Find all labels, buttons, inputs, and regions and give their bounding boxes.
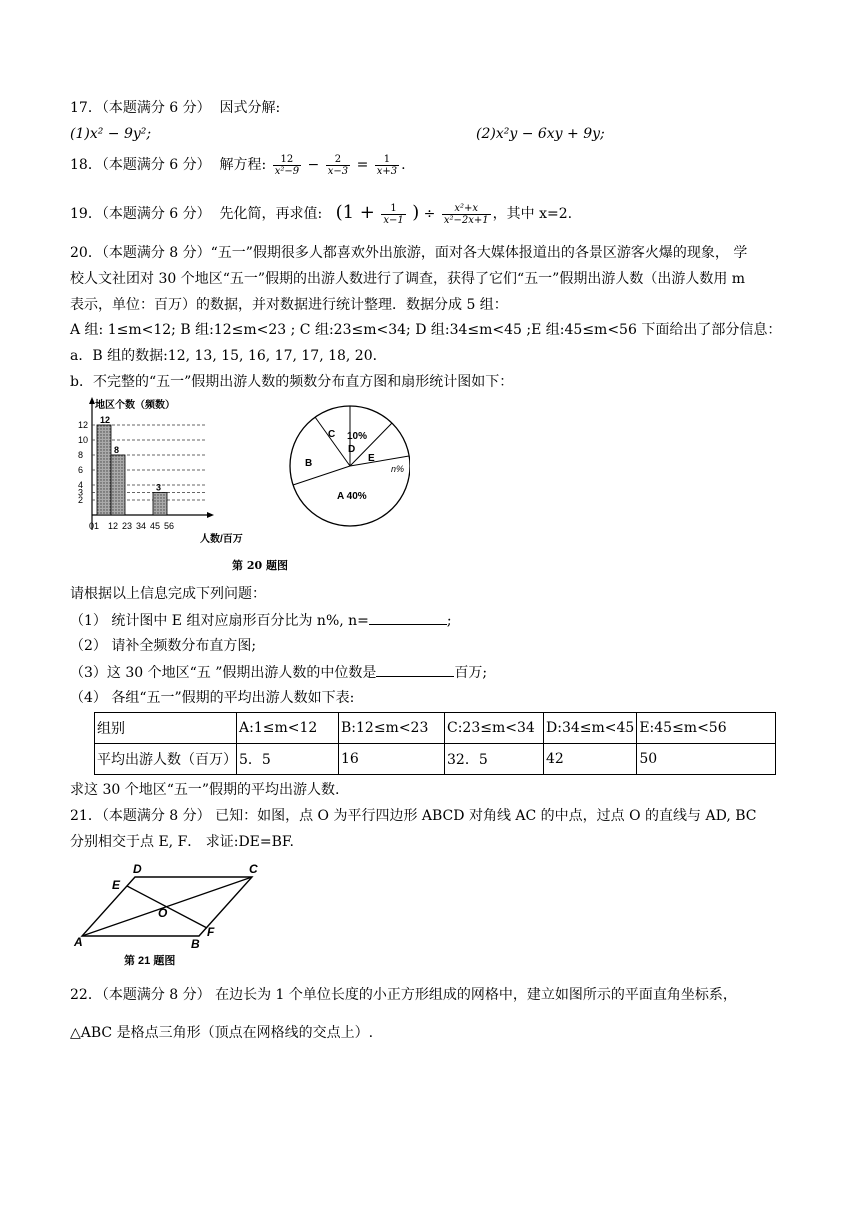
table-cell: 50	[637, 744, 776, 775]
q20-line2: 校人文社团对 30 个地区“五一”假期的出游人数进行了调查，获得了它们“五一”假期出游人数（出游人数用 m	[70, 271, 746, 287]
answer-blank-median[interactable]	[376, 662, 454, 677]
y-tick-label: 10	[78, 435, 89, 445]
q21-line2: 分别相交于点 E, F． 求证:DE=BF.	[70, 834, 294, 850]
q20-figure-caption: 第 20 题图	[232, 559, 288, 572]
q20-sub4: （4） 各组“五一”假期的平均出游人数如下表:	[70, 690, 355, 706]
point-d: D	[133, 862, 142, 876]
y-axis-label: 地区个数（频数）	[95, 400, 175, 411]
point-b: B	[191, 937, 200, 951]
pie-label-a: A 40%	[337, 491, 367, 502]
x-axis-label: 人数/百万	[200, 534, 243, 545]
table-cell: A:1≤m<12	[237, 713, 339, 744]
q21-figure-caption: 第 21 题图	[124, 955, 176, 967]
q17-part2: (2)x²y − 6xy + 9y;	[476, 126, 605, 142]
table-row-header	[95, 713, 776, 744]
q17-part1: (1)x² − 9y²;	[70, 126, 152, 142]
q20-question: 求这 30 个地区“五一”假期的平均出游人数.	[70, 782, 340, 798]
bar-data-label: 3	[156, 482, 162, 493]
table-cell: 组别	[95, 713, 237, 744]
table-cell: 5．5	[237, 744, 339, 775]
y-tick-label: 2	[78, 495, 84, 505]
pie-label-e-pct: n%	[391, 464, 405, 474]
y-tick-label: 4	[78, 480, 84, 490]
y-tick-label: 3	[78, 487, 84, 498]
point-f: F	[207, 925, 215, 939]
point-e: E	[112, 878, 121, 892]
bar-data-label: 12	[100, 415, 111, 425]
q20-groups: A 组: 1≤m<12; B 组:12≤m<23 ; C 组:23≤m<34; D 组:34≤m<45 ;E 组:45≤m<56 下面给出了部分信息：	[70, 322, 782, 338]
table-cell: 42	[544, 744, 637, 775]
table-cell: C:23≤m<34	[445, 713, 544, 744]
y-tick-label: 6	[78, 465, 84, 475]
q22-line1: 22．（本题满分 8 分） 在边长为 1 个单位长度的小正方形组成的网格中，建立如图所示的平面直角坐标系，	[70, 987, 737, 1003]
q18-line: 18．（本题满分 6 分） 解方程: $\frac{12}{\text{x²−9}}$ − $\frac{2}{x-3}$ = $\frac{1}{x+3}$ .	[70, 153, 406, 177]
q20-info-b: b．不完整的“五一”假期出游人数的频数分布直方图和扇形统计图如下：	[70, 374, 514, 390]
average-table	[94, 712, 776, 775]
y-tick-label: 12	[78, 420, 89, 430]
histogram	[70, 395, 280, 550]
x-tick-label: 23	[122, 521, 133, 531]
pie-label-c: C	[328, 429, 336, 440]
x-tick-label: 34	[136, 521, 147, 531]
q17-header: 17．（本题满分 6 分） 因式分解:	[70, 100, 281, 116]
pie-chart	[285, 403, 410, 533]
x-tick-label: 56	[164, 521, 175, 531]
x-tick-label: 45	[150, 521, 161, 531]
pie-label-b: B	[305, 458, 313, 469]
histogram-bar	[97, 425, 111, 515]
table-cell: 32．5	[445, 744, 544, 775]
y-tick-label: 8	[78, 450, 84, 460]
histogram-bar	[111, 455, 125, 515]
q19-line: 19．（本题满分 6 分） 先化简，再求值: (1 + $\frac{1}{x-1}$ ) ÷ $\frac{\text{x²+x}}{\text{x²−2x+1}}$ ，其中 x=2.	[70, 202, 573, 226]
table-cell: 平均出游人数（百万）	[95, 744, 237, 775]
point-o: O	[158, 906, 168, 920]
q22-line2: △ABC 是格点三角形（顶点在网格线的交点上）.	[70, 1025, 374, 1041]
answer-blank-n[interactable]	[369, 610, 447, 625]
q20-sub1: （1） 统计图中 E 组对应扇形百分比为 n%, n= ;	[70, 610, 452, 631]
table-row	[95, 744, 776, 775]
x-tick-label: 12	[108, 521, 119, 531]
pie-label-e: E	[368, 453, 375, 464]
table-cell: 16	[339, 744, 445, 775]
bar-data-label: 8	[114, 445, 120, 455]
x-tick-label: 1	[94, 521, 100, 531]
point-c: C	[249, 862, 258, 876]
x-tick-label: 0	[89, 521, 95, 531]
parallelogram-figure	[72, 860, 272, 970]
q20-line1: 20．（本题满分 8 分）“五一”假期很多人都喜欢外出旅游，面对各大媒体报道出的各景区游客火爆的现象， 学	[70, 245, 748, 261]
pie-label-d-pct: 10%	[347, 431, 368, 442]
q20-info-a: a．B 组的数据:12, 13, 15, 16, 17, 17, 18, 20．	[70, 348, 387, 364]
table-cell: E:45≤m<56	[637, 713, 776, 744]
histogram-bar	[153, 493, 167, 516]
pie-label-d: D	[348, 444, 356, 455]
q20-sub3: （3）这 30 个地区“五 ”假期出游人数的中位数是 百万;	[70, 662, 487, 683]
point-a: A	[74, 935, 83, 949]
table-cell: B:12≤m<23	[339, 713, 445, 744]
q20-sub2: （2） 请补全频数分布直方图;	[70, 638, 257, 654]
q20-intro: 请根据以上信息完成下列问题：	[70, 586, 266, 602]
q21-line1: 21．（本题满分 8 分） 已知：如图，点 O 为平行四边形 ABCD 对角线 AC 的中点，过点 O 的直线与 AD, BC	[70, 808, 757, 824]
q20-line3: 表示，单位：百万）的数据，并对数据进行统计整理．数据分成 5 组：	[70, 297, 508, 313]
table-cell: D:34≤m<45	[544, 713, 637, 744]
